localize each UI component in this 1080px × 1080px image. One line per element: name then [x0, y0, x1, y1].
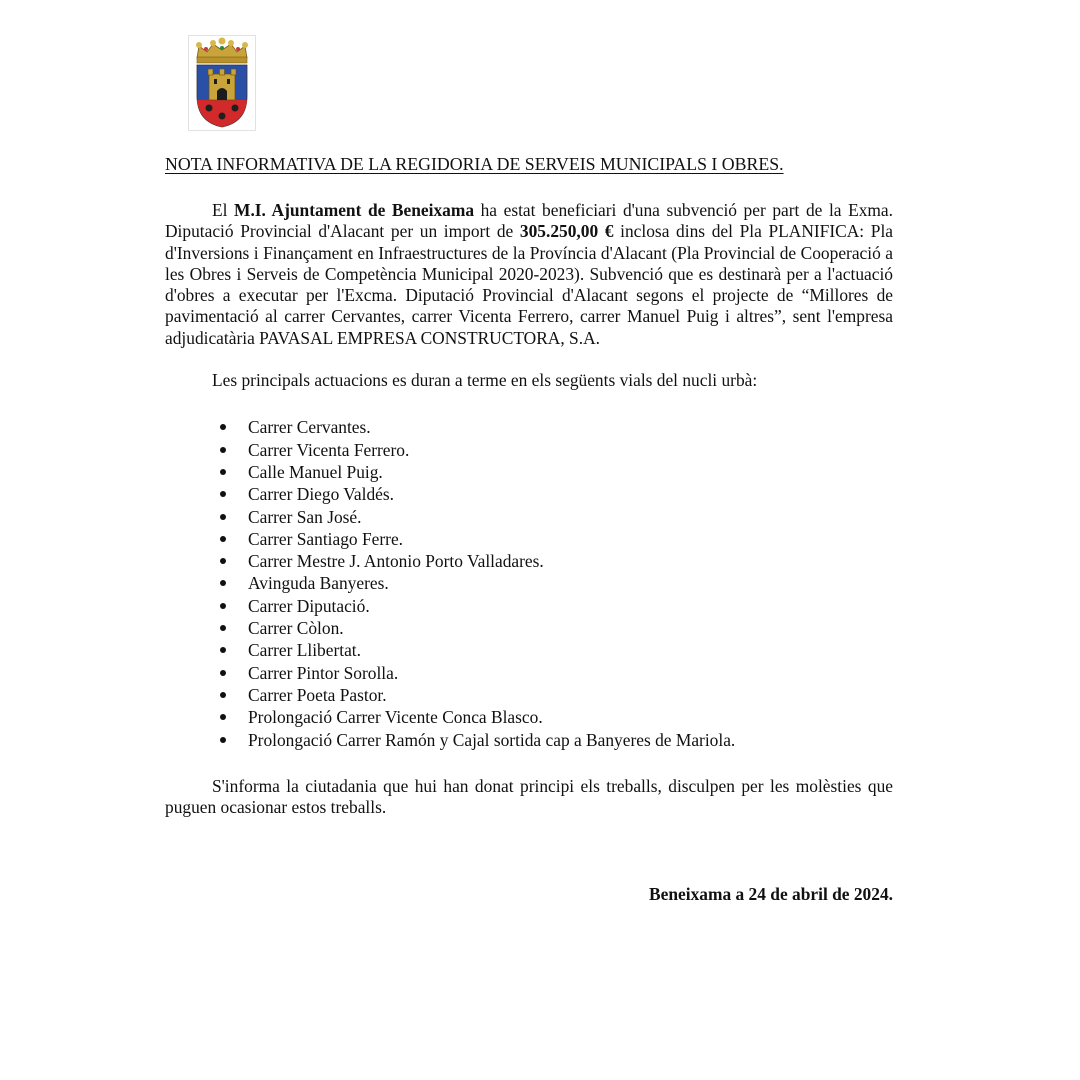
- street-name: Carrer Santiago Ferre.: [248, 528, 404, 549]
- street-name: Carrer Vicenta Ferrero.: [248, 439, 410, 460]
- street-name: Carrer Diego Valdés.: [248, 484, 395, 505]
- grant-amount: 305.250,00 €: [519, 221, 614, 242]
- streets-list: [165, 416, 893, 750]
- bullet-icon: [220, 714, 226, 720]
- list-item: [165, 483, 893, 505]
- street-name: Carrer Diputació.: [248, 595, 370, 616]
- list-item: [165, 572, 893, 594]
- place-and-date: Beneixama a 24 de abril de 2024.: [649, 884, 893, 905]
- informative-note: [165, 152, 893, 906]
- streets-intro-paragraph: Les principals actuacions es duran a terme en els següents vials del nucli urbà:: [212, 370, 758, 391]
- street-name: Carrer Cervantes.: [248, 417, 371, 438]
- street-name: Carrer Còlon.: [248, 618, 344, 639]
- intro-text-a: El: [212, 200, 235, 220]
- bullet-icon: [220, 536, 226, 542]
- intro-text-b: ha estat beneficiari d'una subvenció per part de la Exma. Diputació Provincial d'Alacant per un import de: [165, 200, 893, 242]
- intro-text-c: inclosa dins del Pla PLANIFICA: Pla d'Inversions i Finançament en Infraestructures de la Província d'Alacant (Pla Provincial de Cooperació a les Obres i Serveis de Competència Municipal 2020-2023). Subvenció que es destinarà per a l'actuació d'obres a executar per l'Excma. Diputació Provincial d'Alacant segons el projecte de “Millores de pavimentació al carrer Cervantes, carrer Vicenta Ferrero, carrer Manuel Puig i altres”, sent l'empresa adjudicatària PAVASAL EMPRESA CONSTRUCTORA, S.A.: [165, 221, 893, 348]
- street-name: Prolongació Carrer Ramón y Cajal sortida cap a Banyeres de Mariola.: [248, 729, 736, 750]
- list-item: [165, 550, 893, 572]
- list-item: [165, 595, 893, 617]
- document-title: NOTA INFORMATIVA DE LA REGIDORIA DE SERVEIS MUNICIPALS I OBRES.: [165, 154, 784, 174]
- shield-icon: [197, 65, 247, 127]
- street-name: Carrer Pintor Sorolla.: [248, 662, 399, 683]
- list-item: [165, 416, 893, 438]
- bullet-icon: [220, 447, 226, 453]
- crown-icon: [196, 38, 248, 64]
- bullet-icon: [220, 558, 226, 564]
- street-name: Carrer Mestre J. Antonio Porto Valladares.: [248, 551, 544, 572]
- list-item: [165, 506, 893, 528]
- bullet-icon: [220, 737, 226, 743]
- bullet-icon: [220, 625, 226, 631]
- street-name: Avinguda Banyeres.: [248, 573, 389, 594]
- municipal-coat-of-arms: [188, 35, 256, 131]
- closing-paragraph: S'informa la ciutadania que hui han donat principi els treballs, disculpen per les molèsties que puguen ocasionar estos treballs.: [165, 775, 893, 818]
- coat-of-arms-icon: [189, 36, 255, 130]
- list-item: [165, 439, 893, 461]
- bullet-icon: [220, 580, 226, 586]
- list-item: [165, 684, 893, 706]
- street-name: Carrer San José.: [248, 506, 362, 527]
- bullet-icon: [220, 670, 226, 676]
- list-item: [165, 729, 893, 751]
- street-name: Carrer Poeta Pastor.: [248, 684, 387, 705]
- street-name: Calle Manuel Puig.: [248, 461, 383, 482]
- street-name: Prolongació Carrer Vicente Conca Blasco.: [248, 707, 543, 728]
- list-item: [165, 461, 893, 483]
- list-item: [165, 617, 893, 639]
- list-item: [165, 706, 893, 728]
- bullet-icon: [220, 647, 226, 653]
- bullet-icon: [220, 491, 226, 497]
- bullet-icon: [220, 692, 226, 698]
- list-item: [165, 639, 893, 661]
- council-name: M.I. Ajuntament de Beneixama: [234, 200, 475, 220]
- list-item: [165, 662, 893, 684]
- bullet-icon: [220, 424, 226, 430]
- bullet-icon: [220, 603, 226, 609]
- intro-paragraph: [165, 200, 893, 349]
- list-item: [165, 528, 893, 550]
- street-name: Carrer Llibertat.: [248, 640, 361, 661]
- bullet-icon: [220, 514, 226, 520]
- bullet-icon: [220, 469, 226, 475]
